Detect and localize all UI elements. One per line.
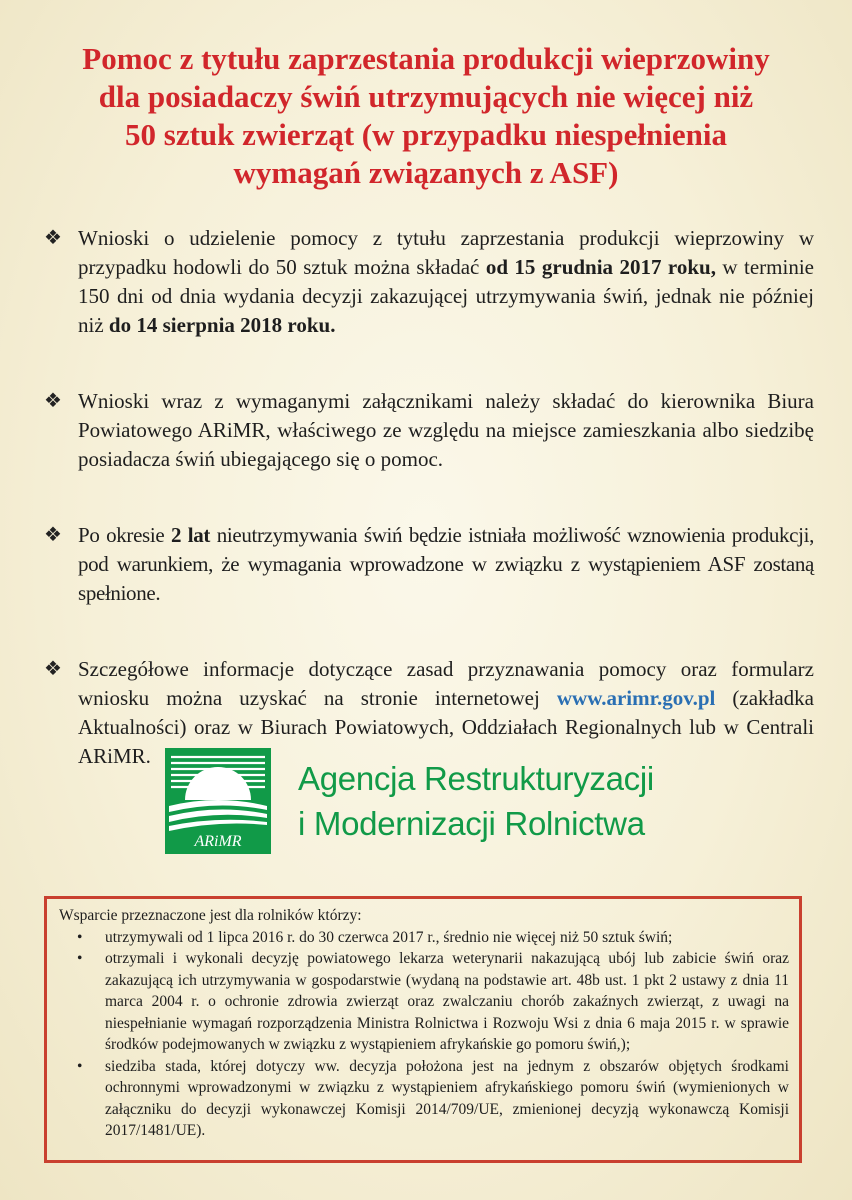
info-bullet-list [44, 224, 814, 818]
criterion-text: otrzymali i wykonali decyzję powiatowego lekarza weterynarii nakazującą ubój lub zabicie świń oraz zakazującą ich utrzymywania w gospodarstwie (wydaną na podstawie art. 48b ust. 1 pkt 2 ustawy z dnia 11 marca 2004 r. o ochronie zdrowia zwierząt oraz zwalczaniu chorób zakaźnych zwierząt, z uwagi na niespełnianie wymagań rozporządzenia Ministra Rolnictwa i Rozwoju Wsi z dnia 6 maja 2015 r. w sprawie środków podejmowanych w związku z wystąpieniem afrykańskie go pomoru świń,); [105, 950, 789, 1053]
bullet-text [78, 521, 814, 608]
agency-name-line: i Modernizacji Rolnictwa [298, 805, 645, 842]
bullet-dot: • [77, 950, 83, 967]
page-title [30, 40, 822, 192]
bullet-text-part: Wnioski o udzielenie pomocy z tytułu zaprzestania produkcji wieprzowiny w przypadku hodowli do 50 sztuk można składać [78, 226, 814, 279]
bullet-text: Wnioski wraz z wymaganymi załącznikami należy składać do kierownika Biura Powiatowego ARiMR, właściwego ze względu na miejsce zamieszkania albo siedzibę posiadacza świń ubiegającego się o pomoc. [78, 389, 814, 471]
support-eligibility-box [44, 896, 802, 1163]
title-line: 50 sztuk zwierząt (w przypadku niespełnienia [125, 117, 727, 152]
four-diamond-bullet-icon: ❖ [44, 524, 62, 546]
info-bullet-details [44, 655, 814, 771]
four-diamond-bullet-icon: ❖ [44, 227, 62, 249]
title-line: Pomoc z tytułu zaprzestania produkcji wieprzowiny [82, 41, 770, 76]
bullet-text-part: nieutrzymywania świń będzie istniała możliwość wznowienia produkcji, pod warunkiem, że wymagania wprowadzone w związku z wystąpieniem ASF zostaną spełnione. [78, 523, 814, 605]
logo-badge-text: ARiMR [194, 833, 242, 850]
list-item [59, 927, 789, 949]
bullet-text-part: Szczegółowe informacje dotyczące zasad przyznawania pomocy oraz formularz wniosku można uzyskać na stronie internetowej [78, 657, 814, 710]
bullet-dot: • [77, 1057, 83, 1075]
criterion-text: siedziba stada, której dotyczy ww. decyzja położona jest na jednym z obszarów objętych środkami ochronnymi wprowadzonymi w związku z wystąpieniem afrykańskiego pomoru świń (wymienionych w załączniku do decyzji wykonawczej Komisji 2014/709/UE, zmienionej decyzją wykonawczą Komisji 2017/1481/UE). [105, 1057, 789, 1139]
info-bullet-application-dates [44, 224, 814, 340]
bullet-text-part: (zakładka Aktualności) oraz w Biurach Powiatowych, Oddziałach Regionalnych lub w Centrali ARiMR. [78, 686, 814, 768]
arimr-website-link[interactable]: www.arimr.gov.pl [556, 686, 716, 710]
support-criteria-list [59, 927, 789, 1142]
agency-name [298, 756, 654, 846]
four-diamond-bullet-icon: ❖ [44, 658, 62, 680]
bullet-text [78, 224, 814, 340]
arimr-logo-icon [165, 748, 271, 854]
agency-name-line: Agencja Restrukturyzacji [298, 760, 654, 797]
criterion-text: utrzymywali od 1 lipca 2016 r. do 30 czerwca 2017 r., średnio nie więcej niż 50 sztuk świń; [105, 928, 673, 946]
bullet-text-part: w terminie 150 dni od dnia wydania decyzji zakazującej utrzymywania świń, jednak nie później niż [78, 255, 814, 337]
four-diamond-bullet-icon: ❖ [44, 390, 62, 412]
info-bullet-resume-production [44, 521, 814, 608]
arimr-logo-graphic [165, 748, 271, 854]
title-line: dla posiadaczy świń utrzymujących nie więcej niż [98, 79, 754, 114]
list-item [59, 948, 789, 1056]
period-bold: 2 lat [170, 523, 211, 547]
support-intro: Wsparcie przeznaczone jest dla rolników którzy: [59, 907, 362, 924]
info-bullet-where-to-submit [44, 387, 814, 474]
title-line: wymagań związanych z ASF) [233, 155, 619, 190]
start-date-bold: od 15 grudnia 2017 roku, [485, 255, 716, 279]
bullet-dot: • [77, 928, 83, 946]
bullet-text-part: Po okresie [78, 523, 171, 547]
list-item [59, 1056, 789, 1142]
end-date-bold: do 14 sierpnia 2018 roku. [108, 313, 336, 337]
